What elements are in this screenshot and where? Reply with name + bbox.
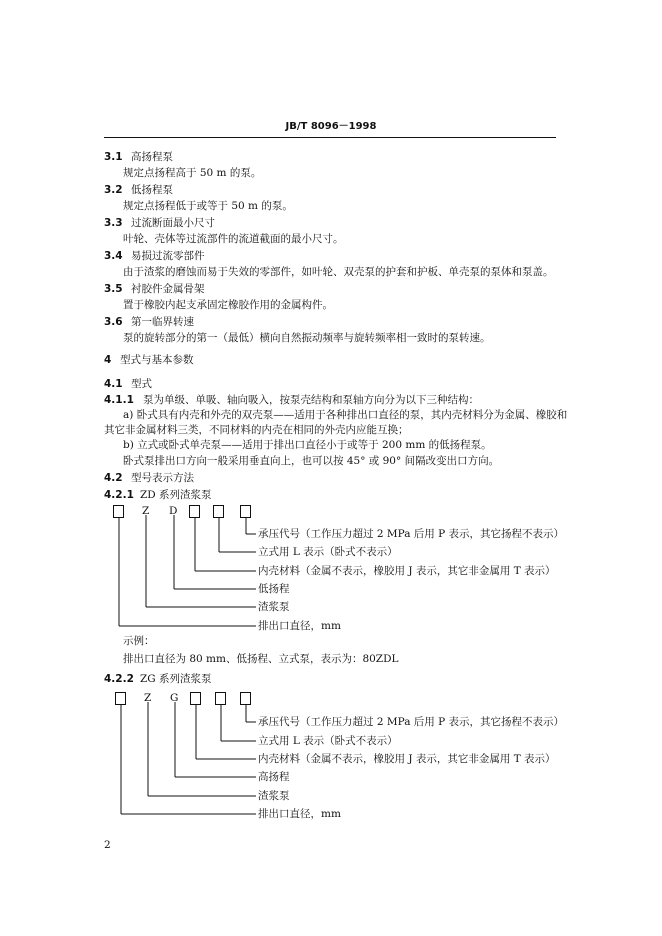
section-4-2-1-title: ZD 系列渣浆泵 <box>140 489 212 501</box>
zg-outlet-diameter-box <box>115 692 126 705</box>
zg-label-slurry-pump: 渣浆泵 <box>258 790 290 802</box>
zd-label-outlet-diameter: 排出口直径，mm <box>258 620 341 632</box>
def-3-4-number: 3.4 <box>104 250 123 262</box>
section-4-1-1-text: 泵为单级、单吸、轴向吸入，按泵壳结构和泵轴方向分为以下三种结构： <box>143 394 479 406</box>
def-3-1-number: 3.1 <box>104 151 123 163</box>
def-3-3-desc: 叶轮、壳体等过流部件的流道截面的最小尺寸。 <box>123 233 344 245</box>
def-3-1-desc: 规定点扬程高于 50 m 的泵。 <box>123 167 262 179</box>
document-number: JB/T 8096－1998 <box>285 121 377 132</box>
section-4-2-1-number: 4.2.1 <box>104 489 134 501</box>
zd-letter-z: Z <box>142 505 150 517</box>
zg-label-vertical: 立式用 L 表示（卧式不表示） <box>258 735 398 747</box>
def-3-3-term: 过流断面最小尺寸 <box>131 217 215 229</box>
item-a-line-1: a) 卧式具有内壳和外壳的双壳泵——适用于各种排出口直径的泵，其内壳材料分为金属、橡胶和 <box>123 409 568 421</box>
def-3-5-term: 衬胶件金属骨架 <box>131 283 205 295</box>
item-a-line-2: 其它非金属材料三类，不同材料的内壳在相同的外壳内应能互换； <box>104 424 409 436</box>
def-3-3-number: 3.3 <box>104 217 123 229</box>
section-4-2-2-number: 4.2.2 <box>104 673 134 685</box>
section-4-title: 型式与基本参数 <box>120 354 194 366</box>
zg-letter-g: G <box>170 692 179 704</box>
zg-vertical-box <box>215 692 226 705</box>
example-text: 排出口直径为 80 mm、低扬程、立式泵，表示为：80ZDL <box>123 653 399 665</box>
page-number: 2 <box>104 839 111 851</box>
example-label: 示例： <box>123 635 155 647</box>
zg-label-inner-casing: 内壳材料（金属不表示，橡胶用 J 表示，其它非金属用 T 表示） <box>258 753 556 765</box>
section-4-number: 4 <box>104 354 112 366</box>
def-3-4-desc: 由于渣浆的磨蚀而易于失效的零部件，如叶轮、双壳泵的护套和护板、单壳泵的泵体和泵盖。 <box>123 266 554 278</box>
zg-inner-casing-box <box>190 692 201 705</box>
zd-label-inner-casing: 内壳材料（金属不表示，橡胶用 J 表示，其它非金属用 T 表示） <box>258 565 556 577</box>
def-3-6-desc: 泵的旋转部分的第一（最低）横向自然振动频率与旋转频率相一致时的泵转速。 <box>123 332 491 344</box>
def-3-6-term: 第一临界转速 <box>131 316 194 328</box>
def-3-5-number: 3.5 <box>104 283 123 295</box>
def-3-2-desc: 规定点扬程低于或等于 50 m 的泵。 <box>123 200 293 212</box>
def-3-1-term: 高扬程泵 <box>131 151 173 163</box>
zd-label-low-head: 低扬程 <box>258 583 290 595</box>
zd-label-vertical: 立式用 L 表示（卧式不表示） <box>258 546 398 558</box>
def-3-2-number: 3.2 <box>104 184 123 196</box>
section-4-2-title: 型号表示方法 <box>131 472 194 484</box>
section-4-1-number: 4.1 <box>104 378 123 390</box>
zd-label-slurry-pump: 渣浆泵 <box>258 601 290 613</box>
outlet-direction-note: 卧式泵排出口方向一般采用垂直向上，也可以按 45° 或 90° 间隔改变出口方向。 <box>123 455 500 467</box>
zg-label-high-head: 高扬程 <box>258 771 290 783</box>
section-4-2-2-title: ZG 系列渣浆泵 <box>140 673 212 685</box>
zd-letter-d: D <box>169 505 178 517</box>
section-4-1-title: 型式 <box>131 378 152 390</box>
def-3-2-term: 低扬程泵 <box>131 184 173 196</box>
section-4-1-1-number: 4.1.1 <box>104 394 134 406</box>
def-3-4-term: 易损过流零部件 <box>131 250 205 262</box>
zg-letter-z: Z <box>144 692 152 704</box>
zg-label-pressure: 承压代号（工作压力超过 2 MPa 后用 P 表示，其它扬程不表示） <box>258 716 565 728</box>
zd-label-pressure: 承压代号（工作压力超过 2 MPa 后用 P 表示，其它扬程不表示） <box>258 528 565 540</box>
item-b-line: b) 立式或卧式单壳泵——适用于排出口直径小于或等于 200 mm 的低扬程泵。 <box>123 439 492 451</box>
def-3-5-desc: 置于橡胶内起支承固定橡胶作用的金属构件。 <box>123 299 333 311</box>
zg-label-outlet-diameter: 排出口直径，mm <box>258 808 341 820</box>
def-3-6-number: 3.6 <box>104 316 123 328</box>
section-4-2-number: 4.2 <box>104 472 123 484</box>
zg-pressure-box <box>240 692 251 705</box>
